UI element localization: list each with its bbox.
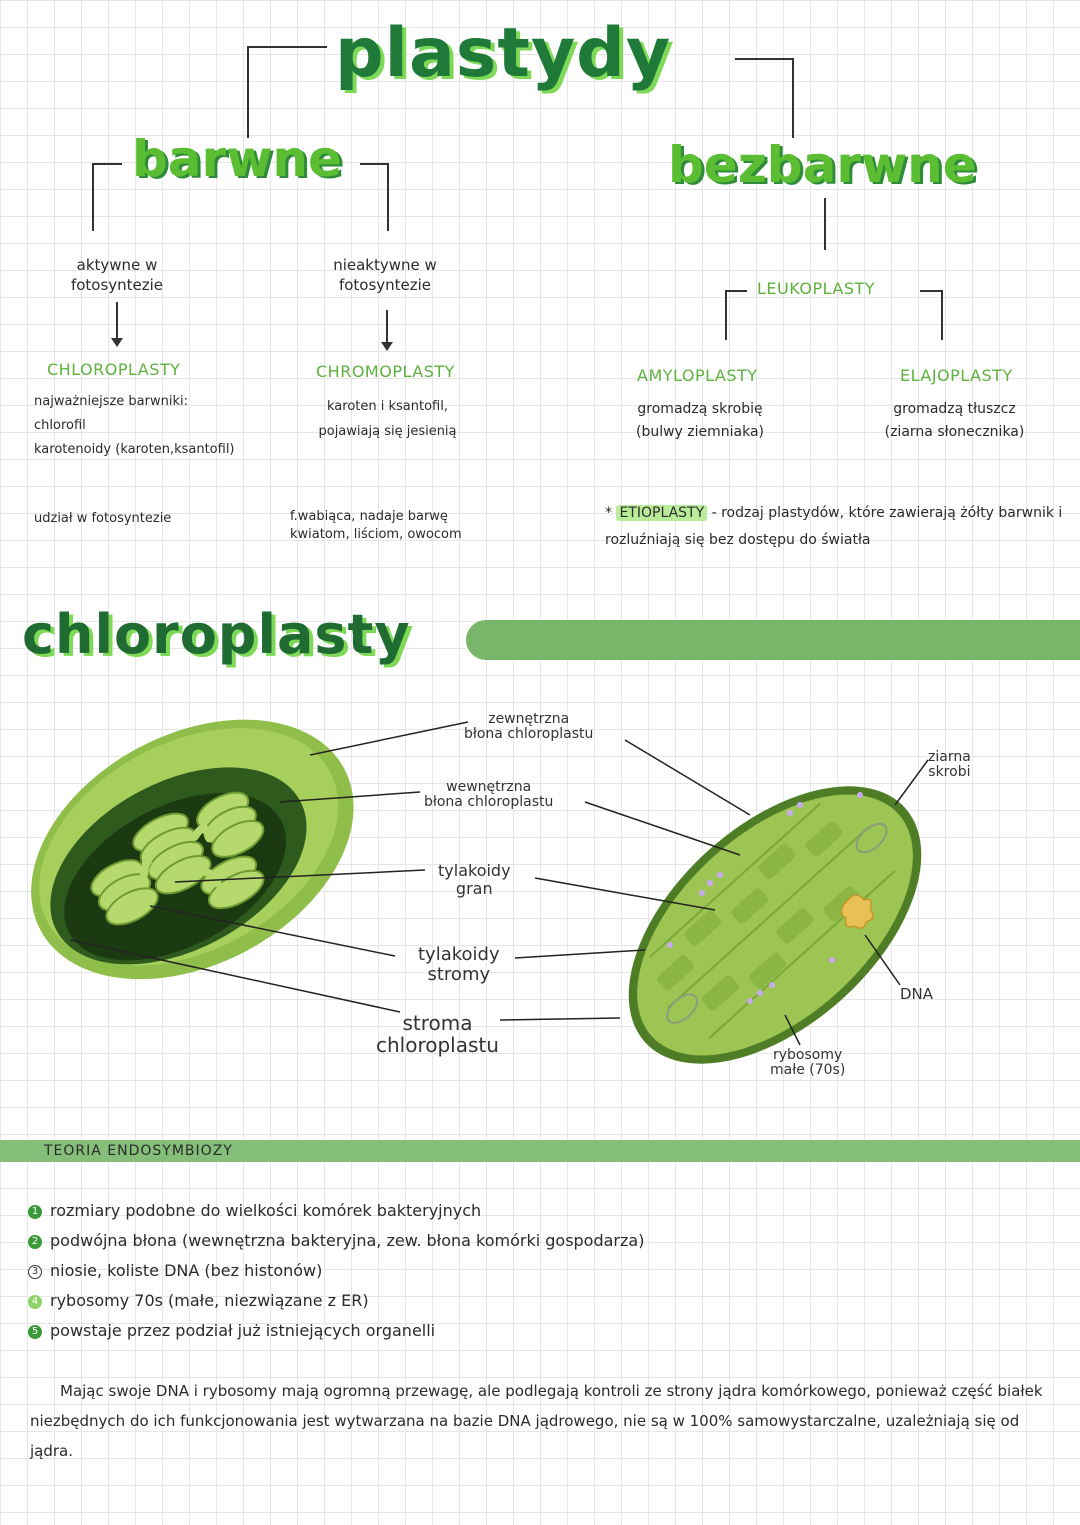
section-band (466, 620, 1080, 660)
arrow-head (381, 342, 393, 351)
connector-line (247, 46, 327, 48)
inactive-label: nieaktywne w fotosyntezie (333, 256, 437, 295)
note-star: * (605, 505, 612, 521)
chromoplasty-heading: CHROMOPLASTY (316, 362, 455, 381)
leukoplasty-heading: LEUKOPLASTY (757, 279, 876, 298)
amyloplasty-desc (610, 398, 790, 444)
note-text: - rodzaj plastydów, które zawierają żółty barwnik i rozluźniają się bez dostępu do światła (605, 505, 1063, 548)
list-item: 4 rybosomy 70s (małe, niezwiązane z ER) (28, 1286, 1068, 1316)
branch-title-colorless: bezbarwne (668, 136, 977, 194)
leader-lines-right (490, 720, 1080, 1080)
chloroplasty-desc (34, 390, 235, 462)
connector-line (387, 163, 389, 231)
elajoplasty-desc (852, 398, 1057, 444)
section-title: chloroplasty (22, 603, 411, 666)
list-item: 2 podwójna błona (wewnętrzna bakteryjna, zew. błona komórki gospodarza) (28, 1226, 1068, 1256)
desc-line: gromadzą skrobię (637, 401, 763, 417)
label-ribosomes: rybosomy małe (70s) (770, 1047, 846, 1079)
chloroplasty-function: udział w fotosyntezie (34, 511, 172, 526)
list-item: 3 niosie, koliste DNA (bez histonów) (28, 1256, 1068, 1286)
chloroplasty-heading: CHLOROPLASTY (47, 360, 181, 379)
connector-line (792, 58, 794, 138)
desc-line: chlorofil (34, 418, 86, 434)
desc-line: pojawiają się jesienią (318, 423, 457, 439)
connector-line (92, 163, 94, 231)
page-title: plastydy (335, 14, 672, 93)
list-item: 1 rozmiary podobne do wielkości komórek bakteryjnych (28, 1196, 1068, 1226)
label-dna: DNA (900, 985, 934, 1003)
desc-line: (bulwy ziemniaka) (635, 424, 765, 441)
amyloplasty-heading: AMYLOPLASTY (637, 366, 758, 385)
connector-line (920, 290, 942, 292)
label-outer-membrane: zewnętrzna błona chloroplastu (464, 711, 594, 743)
arrow-down (386, 310, 388, 344)
etioplasty-note (605, 500, 1065, 553)
connector-line (941, 290, 943, 340)
desc-line: najważniejsze barwniki: (34, 394, 188, 409)
active-label: aktywne w fotosyntezie (70, 256, 164, 295)
connector-line (824, 198, 826, 250)
label-starch-grains: ziarna skrobi (928, 749, 971, 781)
arrow-down (116, 302, 118, 340)
desc-line: (ziarna słonecznika) (884, 424, 1025, 441)
desc-line: f.wabiąca, nadaje barwę (290, 509, 448, 524)
label-grana-thylakoids: tylakoidy gran (438, 861, 511, 898)
etioplasty-term: ETIOPLASTY (616, 505, 707, 521)
label-stroma: stroma chloroplastu (376, 1011, 499, 1057)
chromoplasty-function (290, 508, 462, 544)
connector-line (247, 46, 249, 138)
arrow-head (111, 338, 123, 347)
desc-line: karotenoidy (karoten,ksantofil) (34, 442, 235, 458)
label-stroma-thylakoids: tylakoidy stromy (418, 944, 500, 985)
theory-paragraph: Mając swoje DNA i rybosomy mają ogromną przewagę, ale podlegają kontroli ze strony jądra komórkowego, ponieważ część białek niezbędnych do ich funkcjonowania jest wytwarzana na bazie DNA jądrowego, nie są w 100% samowystarczalne, uzależniają się od jądra. (30, 1382, 1043, 1460)
branch-title-colored: barwne (132, 130, 342, 188)
elajoplasty-heading: ELAJOPLASTY (900, 366, 1013, 385)
connector-line (360, 163, 388, 165)
list-item: 5 powstaje przez podział już istniejących organelli (28, 1316, 1068, 1346)
theory-title: TEORIA ENDOSYMBIOZY (44, 1143, 233, 1159)
theory-list (28, 1196, 1068, 1346)
connector-line (725, 290, 747, 292)
desc-line: karoten i ksantofil, (327, 399, 448, 414)
desc-line: kwiatom, liściom, owocom (290, 527, 462, 543)
label-inner-membrane: wewnętrzna błona chloroplastu (424, 779, 554, 811)
connector-line (735, 58, 793, 60)
connector-line (92, 163, 122, 165)
chromoplasty-desc (300, 395, 475, 444)
desc-line: gromadzą tłuszcz (893, 401, 1016, 417)
connector-line (725, 290, 727, 340)
